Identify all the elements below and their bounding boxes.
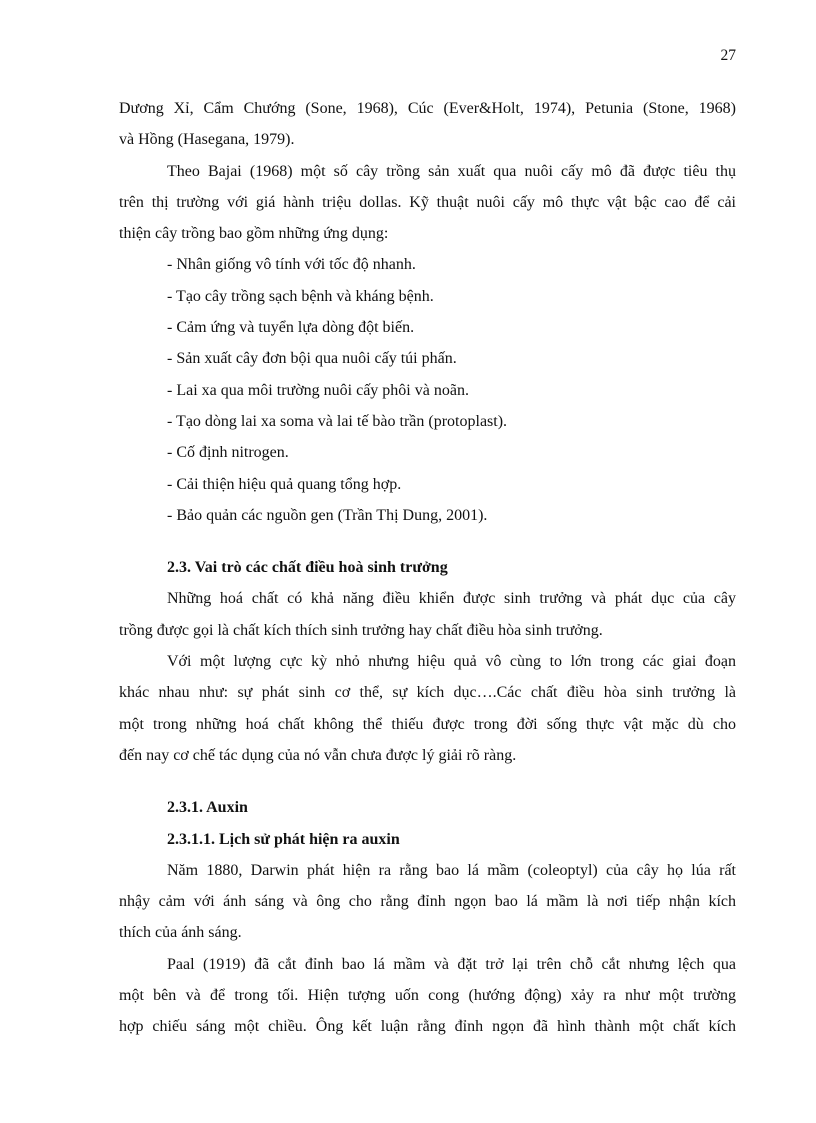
text-line: Paal (1919) đã cắt đỉnh bao lá mầm và đặt trở lại trên chỗ cắt nhưng lệch qua (167, 955, 736, 973)
text-line: trên thị trường với giá hành triệu dollas. Kỹ thuật nuôi cấy mô thực vật bậc cao để cải (119, 193, 736, 211)
text-line: Với một lượng cực kỳ nhỏ nhưng hiệu quả vô cùng to lớn trong các giai đoạn (167, 653, 736, 671)
section-heading: 2.3.1. Auxin (167, 799, 248, 817)
list-item: - Nhân giống vô tính với tốc độ nhanh. (167, 256, 416, 274)
list-item: - Cố định nitrogen. (167, 444, 289, 462)
text-line: trồng được gọi là chất kích thích sinh trưởng hay chất điều hòa sinh trưởng. (119, 621, 603, 639)
list-item: - Sản xuất cây đơn bội qua nuôi cấy túi phấn. (167, 350, 457, 368)
page-number: 27 (720, 47, 736, 64)
text-line: Dương Xỉ, Cẩm Chướng (Sone, 1968), Cúc (Ever&Holt, 1974), Petunia (Stone, 1968) (119, 100, 736, 117)
text-line: thích của ánh sáng. (119, 924, 242, 942)
text-line: đến nay cơ chế tác dụng của nó vẫn chưa được lý giải rõ ràng. (119, 746, 517, 764)
text-line: một bên và để trong tối. Hiện tượng uốn cong (hướng động) xảy ra như một trường (119, 987, 736, 1005)
text-line: Những hoá chất có khả năng điều khiển được sinh trưởng và phát dục của cây (167, 590, 736, 608)
section-2-3-1 (119, 792, 736, 1042)
text-line: thiện cây trồng bao gồm những ứng dụng: (119, 225, 389, 243)
text-line: khác nhau như: sự phát sinh cơ thể, sự kích dục….Các chất điều hòa sinh trưởng là (119, 684, 736, 702)
intro-paragraph (119, 93, 736, 156)
bajai-paragraph (119, 156, 736, 250)
section-heading: 2.3. Vai trò các chất điều hoà sinh trưởng (167, 559, 448, 577)
text-line: một trong những hoá chất không thể thiếu được trong đời sống thực vật mặc dù cho (119, 715, 736, 733)
list-item: - Cải thiện hiệu quả quang tổng hợp. (167, 475, 402, 493)
list-item: - Cảm ứng và tuyển lựa dòng đột biến. (167, 319, 415, 337)
text-line: Theo Bajai (1968) một số cây trồng sản xuất qua nuôi cấy mô đã được tiêu thụ (167, 162, 736, 180)
section-2-3 (119, 552, 736, 771)
subsection-heading: 2.3.1.1. Lịch sử phát hiện ra auxin (167, 830, 400, 848)
list-item: - Lai xa qua môi trường nuôi cấy phôi và noãn. (167, 381, 469, 399)
list-item: - Tạo cây trồng sạch bệnh và kháng bệnh. (167, 287, 434, 305)
text-line: nhậy cảm với ánh sáng và ông cho rằng đỉnh ngọn bao lá mầm là nơi tiếp nhận kích (119, 893, 736, 911)
text-line: Năm 1880, Darwin phát hiện ra rằng bao lá mầm (coleoptyl) của cây họ lúa rất (167, 861, 736, 879)
list-item: - Tạo dòng lai xa soma và lai tế bào trần (protoplast). (167, 412, 508, 430)
list-item: - Bảo quản các nguồn gen (Trần Thị Dung, 2001). (167, 506, 488, 524)
text-line: và Hồng (Hasegana, 1979). (119, 131, 295, 149)
text-line: hợp chiếu sáng một chiều. Ông kết luận rằng đỉnh ngọn đã hình thành một chất kích (119, 1018, 736, 1036)
applications-list (119, 249, 736, 531)
document-body (119, 93, 736, 1043)
